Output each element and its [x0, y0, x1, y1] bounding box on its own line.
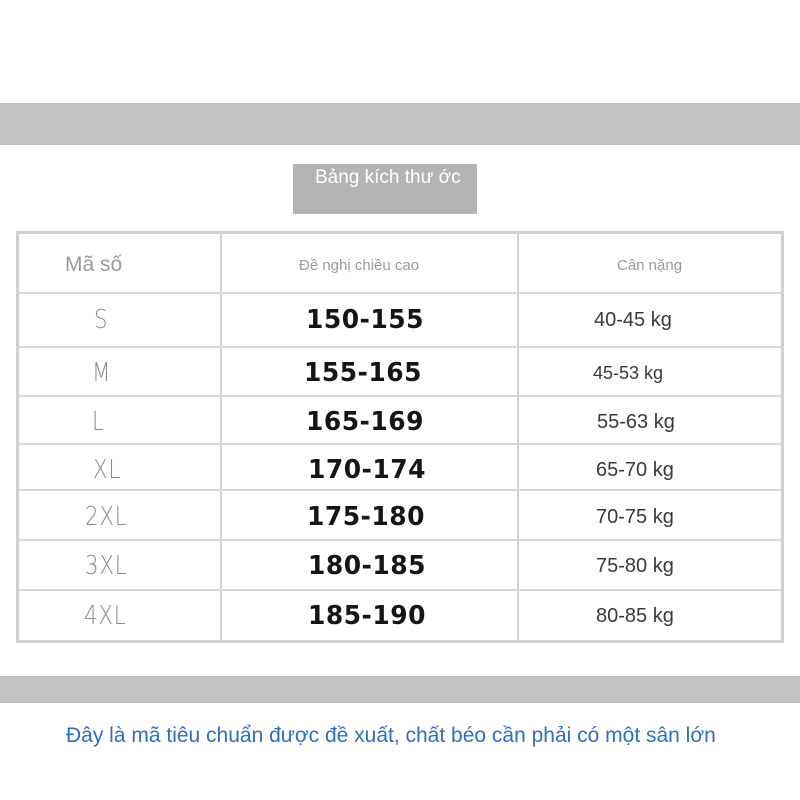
row-height-range: 165-169 [306, 407, 424, 437]
row-divider [19, 395, 781, 397]
row-divider [19, 539, 781, 541]
size-chart-table [16, 231, 784, 643]
row-height-range: 170-174 [308, 455, 426, 485]
row-size-code: L [92, 407, 105, 437]
row-weight-range: 80-85 kg [596, 604, 674, 627]
row-divider [19, 489, 781, 491]
row-weight-range: 75-80 kg [596, 554, 674, 577]
row-weight-range: 55-63 kg [597, 410, 675, 433]
row-divider [19, 589, 781, 591]
row-weight-range: 40-45 kg [594, 308, 672, 331]
row-height-range: 175-180 [307, 502, 425, 532]
row-size-code: S [94, 305, 109, 335]
row-weight-range: 65-70 kg [596, 458, 674, 481]
header-size-code: Mã số [65, 253, 123, 276]
row-weight-range: 45-53 kg [593, 362, 664, 383]
size-advice-note: Đây là mã tiêu chuẩn được đề xuất, chất béo cần phải có một sân lớn [66, 724, 716, 747]
row-divider [19, 443, 781, 445]
header-recommended-height: Đề nghị chiều cao [299, 256, 420, 274]
row-height-range: 185-190 [308, 601, 426, 631]
top-banner-bar [0, 103, 800, 145]
bottom-banner-bar [0, 676, 800, 703]
row-size-code: 2XL [85, 502, 128, 532]
column-divider [220, 234, 222, 640]
row-weight-range: 70-75 kg [596, 505, 674, 528]
row-height-range: 155-165 [304, 358, 422, 388]
row-size-code: XL [93, 455, 122, 485]
row-size-code: M [92, 358, 112, 388]
header-weight: Cân nặng [617, 256, 683, 274]
row-size-code: 3XL [85, 551, 128, 581]
row-size-code: 4XL [84, 601, 127, 631]
size-chart-title: Bảng kích thư ớc [293, 164, 477, 214]
column-divider [517, 234, 519, 640]
row-divider [19, 346, 781, 348]
row-divider [19, 292, 781, 294]
row-height-range: 180-185 [308, 551, 426, 581]
row-height-range: 150-155 [306, 305, 424, 335]
